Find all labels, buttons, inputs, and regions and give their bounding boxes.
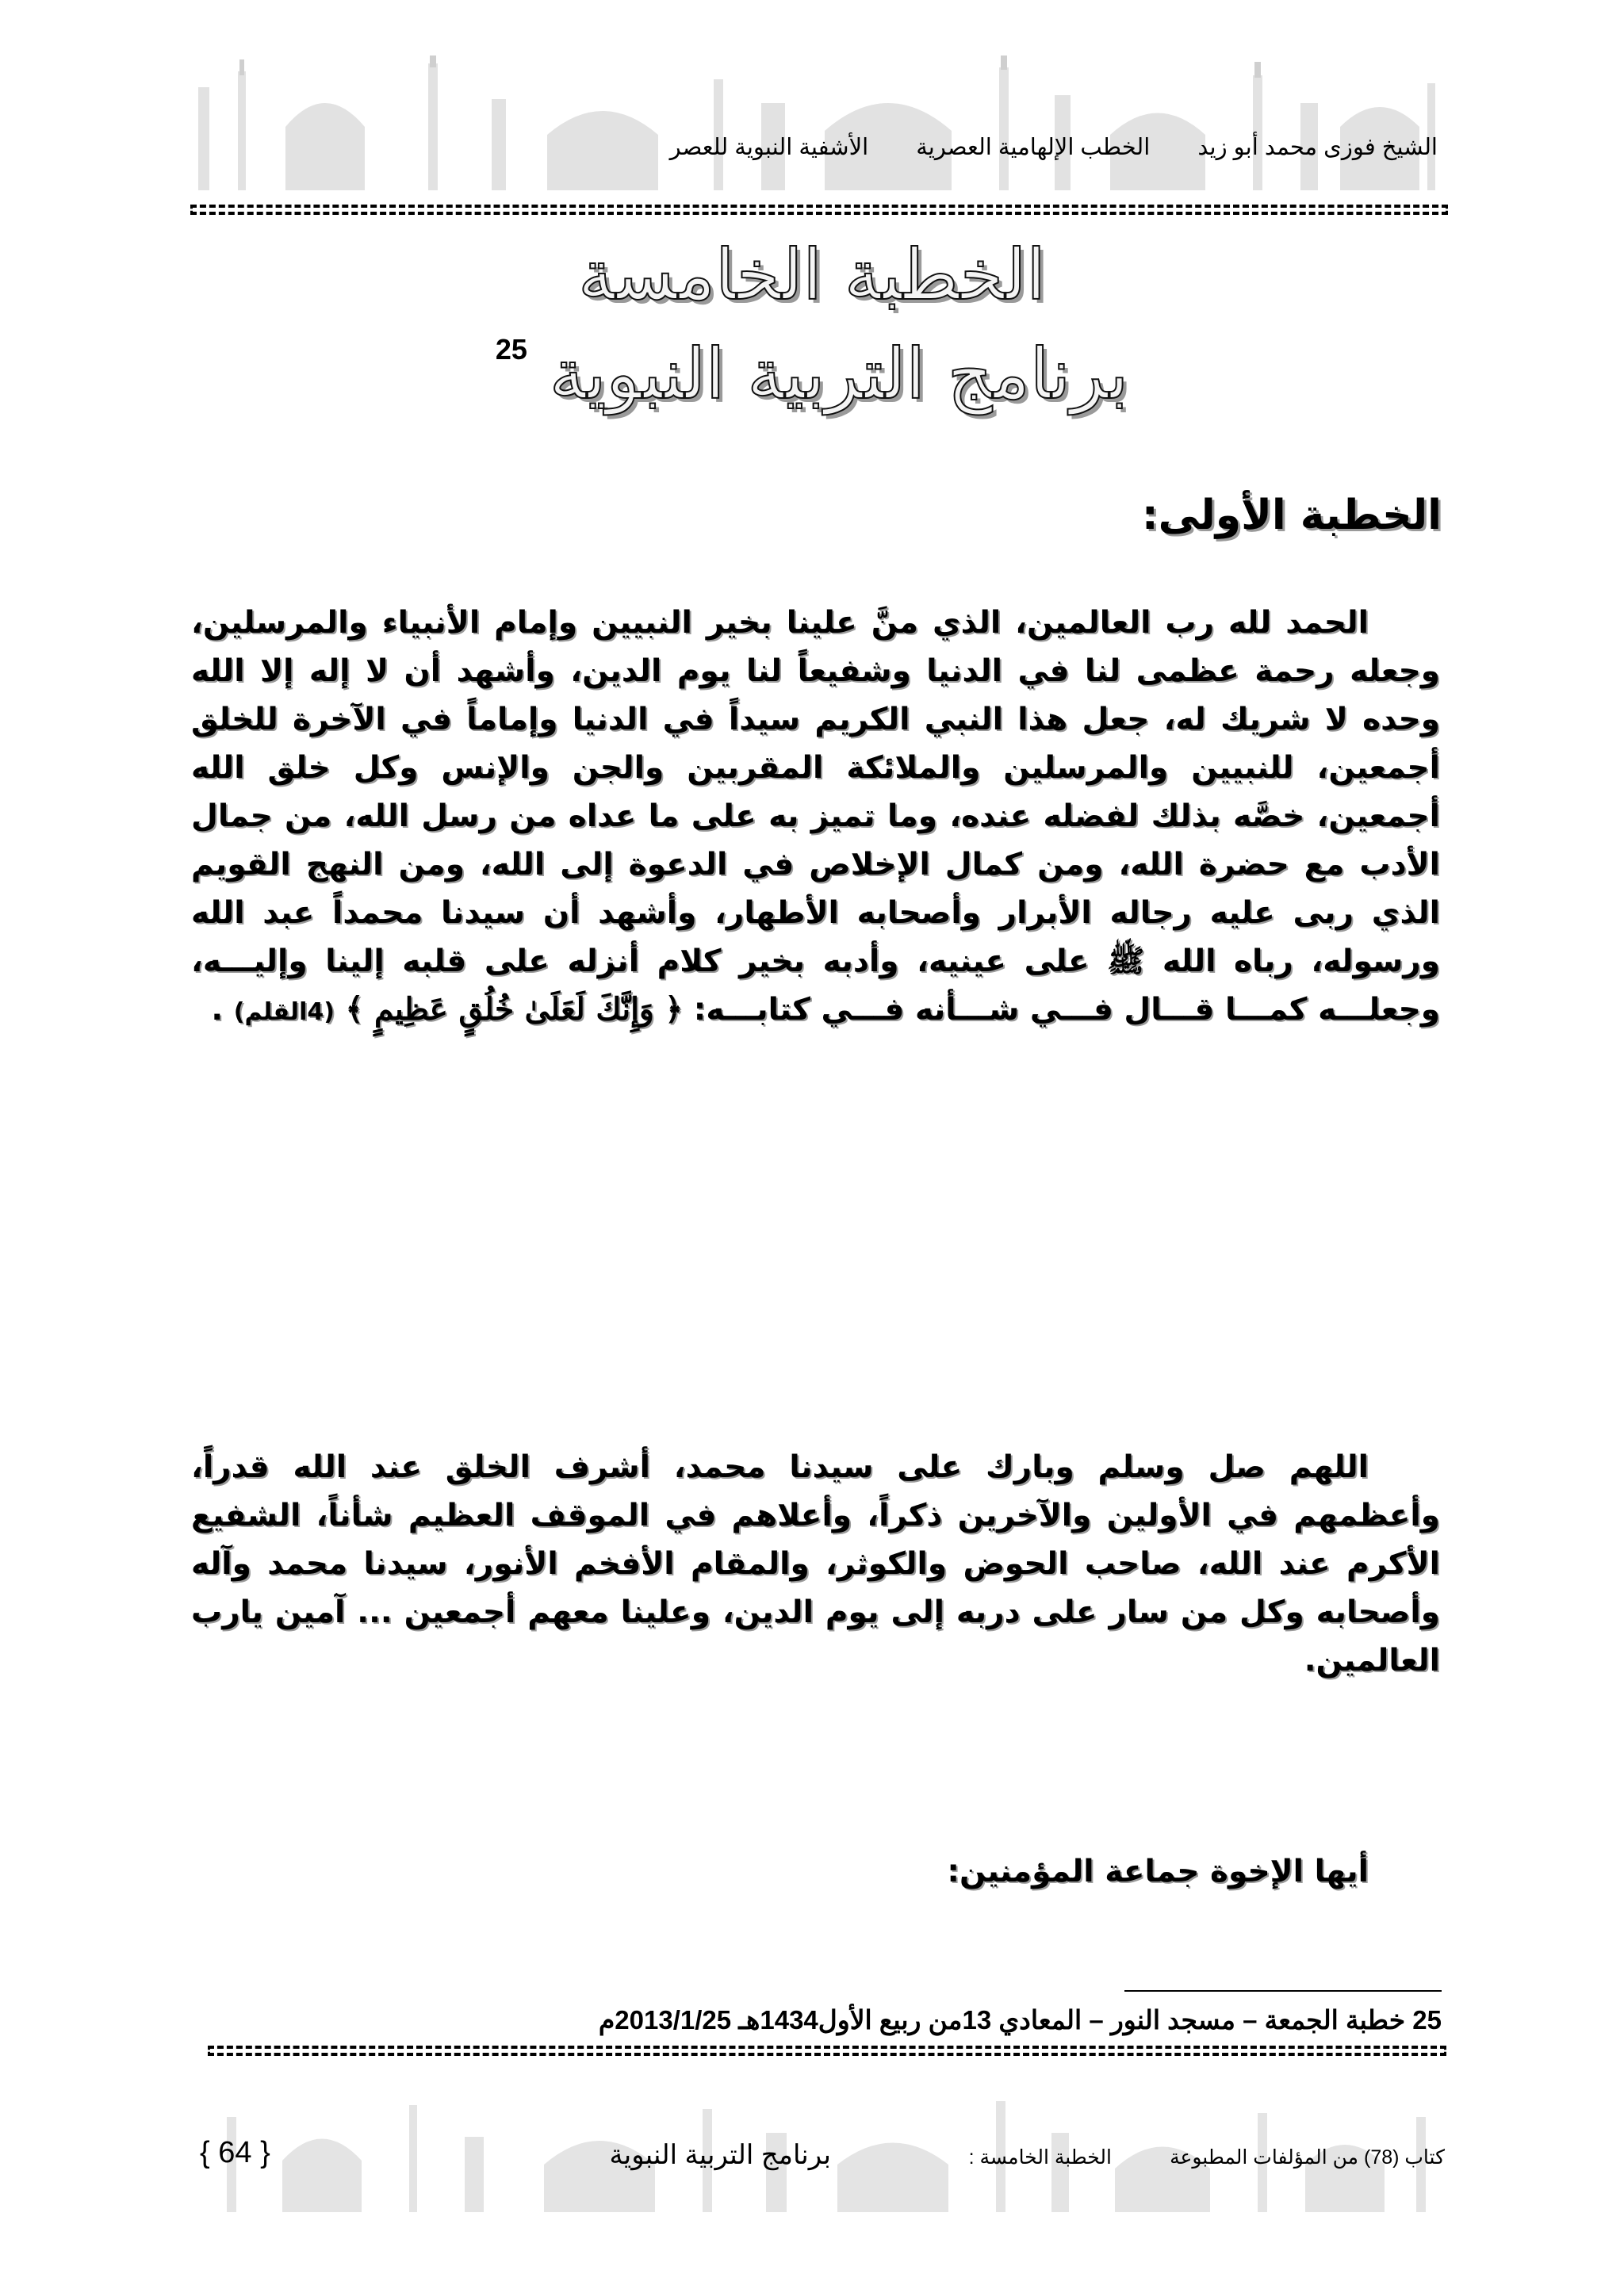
footer-divider: [208, 2046, 1446, 2056]
footer-sermon-title: برنامج التربية النبوية: [609, 2140, 831, 2170]
footer-book-count: كتاب (78) من المؤلفات المطبوعة: [1170, 2146, 1445, 2169]
paragraph-salawat: [191, 1443, 1440, 1685]
header-mosque-decoration: [190, 56, 1443, 190]
subtitle-text: برنامج التربية النبوية: [549, 333, 1129, 415]
paragraph-salawat-text: اللهم صل وسلم وبارك على سيدنا محمد، أشرف الخلق عند الله قدراً، وأعظمهم في الأولين والآخرين ذكراً، وأعلاهم في الموقف العظيم شأناً، الشفيع الأكرم عند الله، صاحب الحوض والكوثر، والمقام الأفخم الأنور، سيدنا محمد وآله وأصحابه وكل من سار على دربه إلى يوم الدين، وعلينا معهم أجمعين ... آمين يارب العالمين.: [191, 1449, 1440, 1679]
page-number: { 64 }: [200, 2136, 270, 2169]
quran-verse: ﴿ وَإِنَّكَ لَعَلَىٰ خُلُقٍ عَظِيمٍ ﴾: [345, 991, 684, 1028]
verse-reference: (4القلم): [233, 998, 335, 1026]
paragraph-address-text: أيها الإخوة جماعة المؤمنين:: [947, 1854, 1369, 1889]
footer-sermon-label: الخطبة الخامسة :: [968, 2146, 1112, 2169]
sermon-subtitle: [0, 333, 1624, 415]
header-book: الأشفية النبوية للعصر: [669, 135, 869, 160]
header-author: الشيخ فوزى محمد أبو زيد: [1197, 135, 1438, 160]
paragraph-address: [191, 1847, 1440, 1896]
section-heading: الخطبة الأولى:: [1141, 492, 1442, 539]
sermon-title: الخطبة الخامسة: [578, 234, 1046, 316]
footnote-separator: [1124, 1990, 1442, 1992]
header-series: الخطب الإلهامية العصرية: [916, 135, 1151, 160]
paragraph-opening: [191, 599, 1440, 1036]
paragraph-opening-text: الحمد لله رب العالمين، الذي منَّ علينا بخير النبيين وإمام الأنبياء والمرسلين، وجعله رحمة عظمى لنا في الدنيا وشفيعاً لنا يوم الدين، وأشهد أن لا إله إلا الله وحده لا شريك له، جعل هذا النبي الكريم سيداً في الدنيا وإماماً في الآخرة للخلق أجمعين، للنبيين والمرسلين والملائكة المقربين والجن والإنس وكل خلق الله أجمعين، خصَّه بذلك لفضله عنده، وما تميز به على ما عداه من رسل الله، من جمال الأدب مع حضرة الله، ومن كمال الإخلاص في الدعوة إلى الله، ومن النهج القويم الذي ربى عليه رجاله الأبرار وأصحابه الأطهار، وأشهد أن سيدنا محمداً عبد الله ورسوله، رباه الله ﷺ على عينيه، وأدبه بخير كلام أنزله على قلبه إلينا وإليـــه، وجعلـــه كمـــا قـــال فـــي شـــأنه فـــي كتابـــه:: [191, 605, 1440, 1028]
verse-end: .: [211, 992, 234, 1028]
footnote-marker: 25: [495, 333, 527, 366]
running-header: [185, 133, 1438, 161]
footnote: 25 خطبة الجمعة – مسجد النور – المعادي 13من ربيع الأول1434هـ 2013/1/25م: [598, 2005, 1442, 2035]
header-divider: [190, 205, 1448, 215]
